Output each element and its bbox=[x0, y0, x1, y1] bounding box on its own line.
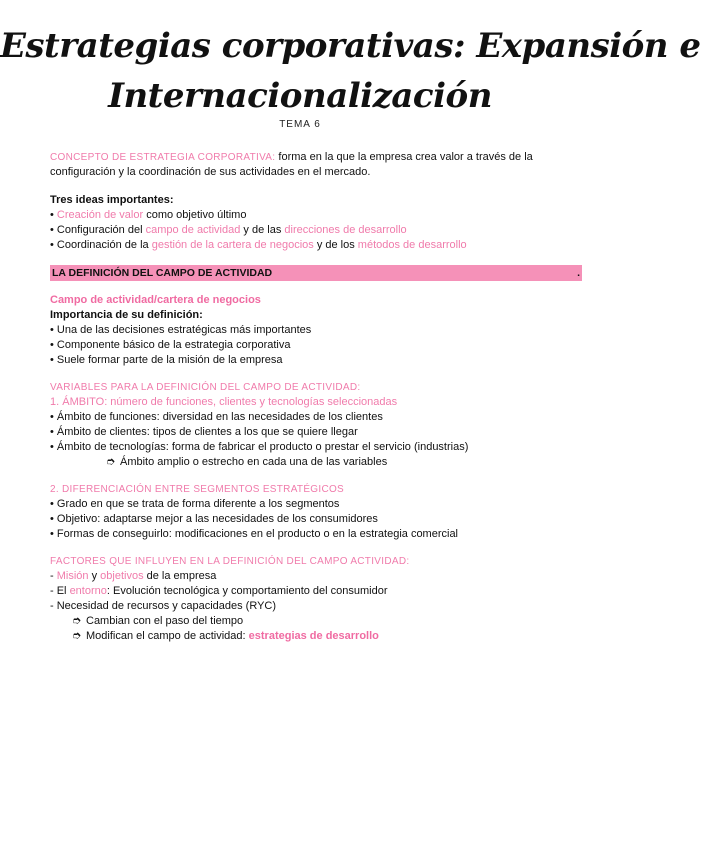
campo-heading: Campo de actividad/cartera de negocios bbox=[50, 294, 261, 306]
concepto-text-1: forma en la que la empresa crea valor a través de la bbox=[275, 151, 533, 163]
list-item: • Suele formar parte de la misión de la empresa bbox=[50, 354, 283, 366]
section-bar-title: LA DEFINICIÓN DEL CAMPO DE ACTIVIDAD bbox=[52, 267, 273, 279]
factor-2: - El entorno: Evolución tecnológica y comportamiento del consumidor bbox=[50, 585, 388, 597]
variables-heading: VARIABLES PARA LA DEFINICIÓN DEL CAMPO DE ACTIVIDAD: bbox=[50, 382, 361, 393]
concepto-paragraph bbox=[50, 150, 570, 165]
title-line-2: Internacionalización bbox=[108, 76, 492, 116]
tema-label: TEMA 6 bbox=[279, 119, 321, 130]
campo-subheading: Importancia de su definición: bbox=[50, 309, 203, 321]
arrow-icon: ➮ bbox=[72, 630, 82, 642]
arrow-item: ➮ Ámbito amplio o estrecho en cada una de las variables bbox=[106, 456, 388, 468]
tres-ideas-heading: Tres ideas importantes: bbox=[50, 194, 174, 206]
arrow-item: ➮ Modifican el campo de actividad: estrategias de desarrollo bbox=[72, 630, 379, 642]
concepto-label: CONCEPTO DE ESTRATEGIA CORPORATIVA: bbox=[50, 152, 276, 163]
diferenciacion-heading: 2. DIFERENCIACIÓN ENTRE SEGMENTOS ESTRATÉGICOS bbox=[50, 484, 345, 495]
list-item: • Ámbito de tecnologías: forma de fabricar el producto o prestar el servicio (industrias) bbox=[50, 441, 469, 453]
arrow-item: ➮ Cambian con el paso del tiempo bbox=[72, 615, 244, 627]
document-body bbox=[50, 150, 580, 644]
arrow-icon: ➮ bbox=[106, 456, 116, 468]
idea-2: • Configuración del campo de actividad y de las direcciones de desarrollo bbox=[50, 224, 407, 236]
list-item: • Formas de conseguirlo: modificaciones en el producto o en la estrategia comercial bbox=[50, 528, 459, 540]
list-item: • Grado en que se trata de forma diferente a los segmentos bbox=[50, 498, 340, 510]
title-line-1: Estrategias corporativas: Expansión e bbox=[0, 26, 701, 66]
factor-3: - Necesidad de recursos y capacidades (RYC) bbox=[50, 600, 277, 612]
list-item: • Una de las decisiones estratégicas más importantes bbox=[50, 324, 312, 336]
factores-heading: FACTORES QUE INFLUYEN EN LA DEFINICIÓN DEL CAMPO ACTIVIDAD: bbox=[50, 556, 410, 567]
list-item: • Objetivo: adaptarse mejor a las necesidades de los consumidores bbox=[50, 513, 378, 525]
idea-3: • Coordinación de la gestión de la cartera de negocios y de los métodos de desarrollo bbox=[50, 239, 467, 251]
list-item: • Componente básico de la estrategia corporativa bbox=[50, 339, 291, 351]
variables-subheading: 1. ÁMBITO: número de funciones, clientes y tecnologías seleccionadas bbox=[50, 396, 398, 408]
concepto-text-2: configuración y la coordinación de sus actividades en el mercado. bbox=[50, 166, 371, 178]
idea-1: • Creación de valor como objetivo último bbox=[50, 209, 247, 221]
list-item: • Ámbito de funciones: diversidad en las necesidades de los clientes bbox=[50, 411, 383, 423]
section-bar: LA DEFINICIÓN DEL CAMPO DE ACTIVIDAD . bbox=[52, 267, 580, 279]
factor-1: - Misión y objetivos de la empresa bbox=[50, 570, 217, 582]
arrow-icon: ➮ bbox=[72, 615, 82, 627]
list-item: • Ámbito de clientes: tipos de clientes a los que se quiere llegar bbox=[50, 426, 358, 438]
